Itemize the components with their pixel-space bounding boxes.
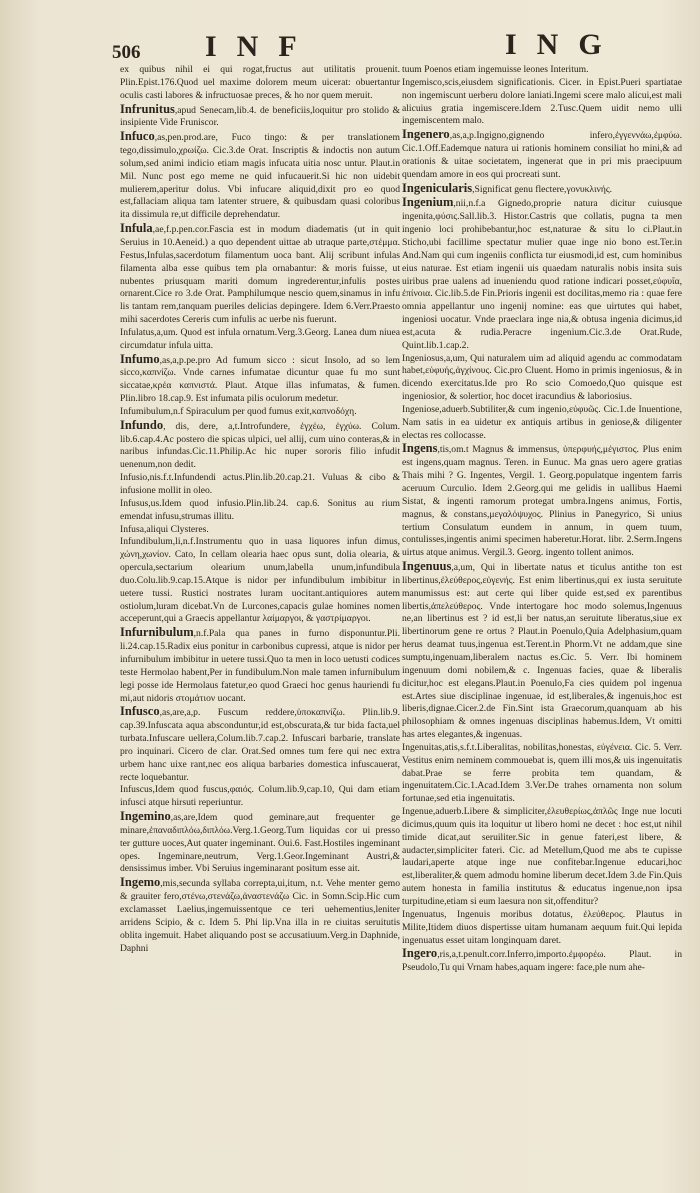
entry-text: ,as,are,Idem quod geminare,aut frequenter ge minare,ἐπαναδιπλόω,διπλόω.Verg.1.Georg.Tum liquidas cor ui presso ter gutture uoces,Aut quater ingeminant. Oui.6. Fast.Hostiles ingeminant opes. Ingeminare,neutrum, Verg.1.Geor.Ingeminant Austri,& densissimus imber. Vbi Seruius ingeminarant positum esse ait. [120,812,400,875]
entry-text: tuum Poenos etiam ingemuisse leones Interitum. [402,64,589,75]
dictionary-entry [120,353,400,406]
dictionary-entry [120,705,400,784]
entry-text: ,ris,a,t.penult.corr.Inferro,importo.ἐμφορέω. Plaut. in Pseudolo,Tu qui Vrnam habes,aquam ingere: face,ple num ahe- [402,949,682,974]
dictionary-entry [120,524,400,537]
dictionary-entry [120,64,400,103]
entry-text: Infumibulum,n.f Spiraculum per quod fumus exit,καπνοδόχη. [120,405,357,417]
entry-headword: Ingero [402,946,438,961]
dictionary-entry [402,353,682,404]
dictionary-entry [120,419,400,472]
dictionary-entry [402,77,682,128]
entry-text: Infulatus,a,um. Quod est infula ornatum.Verg.3.Georg. Lanea dum niuea circumdatur infula uitta. [120,326,400,351]
entry-text: ,as,are,a,p. Fuscum reddere,ὑποκαπνίζω. Plin.lib.9. cap.39.Infuscata aqua absconduntur,id est,obscurata,& tur bida facta,uel turbata.Infuscare uellera,Colum.lib.7.cap.2. Infuscari barbarie, translate pro inquinari. Cicero de clar. Orat.Sed omnes tum fere qui nec extra urbem hanc uixe rant,nec eos aliqua barbaries domestica infuscauerat, recte loquebantur. [120,707,400,783]
entry-text: Ingeniose,aduerb.Subtiliter,& cum ingenio,εὐφυῶς. Cic.1.de Inuentione, Nam satis in ea uidetur ex antiquis artibus in geniose,& diligenter electas res collocasse. [402,403,682,441]
entry-text: Infusus,us.Idem quod infusio.Plin.lib.24. cap.6. Sonitus au rium emendat infusu,strumas illitu. [120,497,400,522]
entry-headword: Infumo [120,351,160,366]
dictionary-entry [402,196,682,352]
page-number: 506 [112,42,141,63]
entry-text: ,as,pen.prod.are, Fuco tingo: & per translationem tego,dissimulo,χρωίζω. Cic.3.de Orat. Inscriptis & indoctis non autum solum,sed animi indicio etiam magis infucata uitia nosc untur. Plaut.in Mil. Nunc post ego meme ne quid infucauerit.Si hic non uidebit mulierem,aperitur dolus. Vbi infucare aliquid,dixit pro eo quod est,fallaciam aliqua tam latenter struere, & quibusdam quasi coloribus ita dissimula re,ut difficile deprehendatur. [120,132,400,221]
dictionary-entry [402,806,682,909]
dictionary-entry [120,810,400,876]
entry-headword: Ingenium [402,195,454,210]
entry-text: ,nii,n.f.a Gignedo,proprie natura dicitur cuiusque ingenita,φύσις.Sall.lib.3. Histor.Castris que collatis, pugna ta men ingenio loci prohibebantur,hoc est,naturae & situ lo ci.Plaut.in Sticho,ubi facillime spectatur mulier quae inge nio bono est.Ter.in And.Nam qui cum ingeniis conflicta tur eiusmodi,id est, cum hominibus eius naturae. Est etiam ingenii uis quaedam naturalis nobis insita suis uiribus prae ualens ad inueniendu quod ratione indicari posset,εὐφυΐα, ἐπίνοια. Cic.lib.5.de Fin.Prioris ingenii est docilitas,memo ria : quae fere omnia appellantur uno ingenij nomine: eas que uirtutes qui habet, ingeniosi uocatur. Vnde praeclara inge nia,& obtusa ingenia dicimus,id est,acuta & rudia.Peracre ingenium.Cic.3.de Orat.Rude, Quint.lib.1.cap.2. [402,198,682,351]
entry-headword: Infurnibulum [120,625,194,640]
entry-text: Ingenue,aduerb.Libere & simpliciter,ἐλευθερίως,ἁπλῶς Inge nue locuti dicimus,quum quis ita loquitur ut libero homi ne decet : hoc est,ut nihil timide dicat,aut seruiliter.Sic in genue fateri,est libere, & audacter,simpliciter fateri. Cic. ad Metellum,Quod me abs te cupisse laudari,aperte atque inge nue confitebar.Ingenue educari,hoc est,liberaliter,& quem admodu homine liberum decet.Idem 3.de Fin.Quis autem honesta in familia institutus & educatus ingenue,non ipsa turpitudine,etiam si eum laesura non sit,offenditur? [402,806,682,907]
entry-text: Infundibulum,li,n.f.Instrumentu quo in uasa liquores infun dimus, χώνη,χωνίον. Cato, In cellam olearia haec opus sunt, dolia olearia, & opercula,sectarium olearium unum,labella unum,infundibula duo.Colu.lib.9.cap.15.Atque is nidor per infundibulum imbibitur in uetere tussi. Rustici nostrates luram uocitant.antiquiores autem ostiolum,luram dicebat.Vn de Lurcones,capacis gulae homines nomen acceperunt,qui a Graecis appellantur λαίμαργοι, & γαστρίμαργοι. [120,536,400,625]
dictionary-entry [120,130,400,222]
dictionary-entry [120,327,400,353]
entry-headword: Infuco [120,129,155,144]
entry-headword: Ingens [402,441,438,456]
entry-text: Ingeniosus,a,um, Qui naturalem uim ad aliquid agendu ac commodatam habet,εὐφυής,ἀγχίνους. Cic.pro Cluent. Homo in primis ingeniosus, & in dicendo exercitatus.Ide pro Ro scio Comoedo,Quo quisque est ingeniosior, & solertior, hoc docet iracundius & laboriosius. [402,352,682,403]
page-header [0,26,700,63]
entry-text: ,as,a,p.pe.pro Ad fumum sicco : sicut Insolo, ad so lem sicco,καπνίζω. Vnde carnes infumatae dicuntur quae fu mo sunt siccatae,κρέα καπνιστά. Plaut. Atque illas infumatas, & fumen. Plin.libro 18.cap.9. Est infumata pilis oculorum medetur. [120,354,400,405]
entry-text: Infusa,aliqui Clysteres. [120,523,209,535]
dictionary-entry [402,128,682,181]
dictionary-entry [402,182,682,197]
entry-text: ,ae,f.p.pen.cor.Fascia est in modum diadematis (ut in quit Seruius in 10.Aeneid.) a quo dependent uittae ab utraque parte,στέμμα. Festus,Infulas,sacerdotum filamentum uoca bant. Alij scribunt infulas filamenta alba esse quibus tem pla ornabantur: & moris fuisse, ut nubentes priusquam mariti domum ingrederentur,infulis postes ornarent.Cice ro 3.de Orat. Pamphilumque nescio quem,sinamus in infu lis tantam rem,tanquam pueriles delicias depingere. Idem 6.Verr.Praesto mihi sacerdotes Cereris cum infulis ac uerbe nis fuerunt. [120,224,400,326]
dictionary-entry [120,876,400,955]
entry-headword: Ingemino [120,809,171,824]
entry-headword: Infundo [120,417,164,432]
running-headword-left: INF [205,30,317,63]
dictionary-entry [402,560,682,742]
entry-text: Ingenuitas,atis,s.f.t.Liberalitas, nobilitas,honestas, εὐγένεια. Cic. 5. Verr. Vestitus enim neminem commouebat is, quem illi mos,& uis ingenuitatis dabat.Prae se ferre probita tem quandam, & ingenuitatem.Cic.1.Acad.Idem 3.Ver.De trahes ornamenta non solum fortunae,sed etia ingenuitatis. [402,741,682,805]
dictionary-entry [120,222,400,327]
entry-headword: Infusco [120,704,160,719]
left-column [120,64,400,1174]
entry-headword: Ingenuus [402,559,452,574]
entry-text: ex quibus nihil ei qui rogat,fructus aut utilitatis prouenit. Plin.Epist.176.Quod uel maxime dolorem meum uicerat: obuertantur oculis casti labores & infructuosae preces, & ho nor quem meruit. [120,64,400,101]
entry-text: Infuscus,Idem quod fuscus,φαιός. Colum.lib.9,cap.10, Qui dam etiam infusci atque hirsuti reperiuntur. [120,784,400,809]
entry-text: Ingemisco,scis,eiusdem significationis. Cicer. in Epist.Pueri spartiatae non ingemiscunt uerberu dolore laniati.Ingemi scere malo alicui,est mali alicuius gratia ingemiscere.Idem 2.Tusc.Quem uidit nemo ulli ingemiscentem malo. [402,76,682,127]
entry-text: ,tis,om.t Magnus & immensus, ὑπερφυής,μέγιστος. Plus enim est ingens,quam magnus. Teren. in Eunuc. Ma gnas uero agere gratias Thais mihi ? G. Ingentes, Vergil. 1. Georg.populatque ingentem farris aceruum Curculio. Idem 2.Georg.qui me gelidis in uallibus Haemi Sistat, & ingenti ramorum protegat umbra.Ingens animus, Fortis, magnus, & constans,μεγαλόψυχος. Plinius in Panegyrico, Si unius tertium Consulatum eundem in annum, in quem tuum, contulisses,ingentis animi specimen haberetur.Horat. libr. 2.Serm.Ingens uirtus atque animus. Vergil.3. Georg. ingento tollent animos. [402,444,682,559]
entry-text: ,as,a,p.Ingigno,gignendo infero,ἐγγεννάω,ἐμφύω. Cic.1.Off.Eademque natura ui rationis hominem consiliat ho mini,& ad orationis & uitae societatem, ingenerat que in pri mis praecipuum quendam amore in eos qui procreati sunt. [402,130,682,180]
right-column [402,64,682,1174]
entry-text: ,n.f.Pala qua panes in furno disponuntur.Pli. li.24.cap.15.Radix eius ponitur in carbonibus cupressi, atque is nidor per infurnibulum imbibitur in uetere tussi.Quo ta men in loco uetusti codices teste Hermolao habent,Per in fundibulum.Non male tamen infurnibulum legi posse ide Hermolaus fatetur,eo quod Graeci hoc genus hauriendi fu mi,aut nidoris στομάτιον uocant. [120,628,400,704]
dictionary-entry [402,442,682,560]
entry-text: Ingenuatus, Ingenuis moribus dotatus, ἐλεύθερος. Plautus in Milite,Itidem diuos dispertisse uitam humanam aequum fuit.Qui lepida ingenuatus esset uitam longinquam daret. [402,908,682,946]
dictionary-entry [402,64,682,77]
dictionary-entry [120,103,400,131]
entry-text: Infusio,nis.f.t.Infundendi actus.Plin.lib.20.cap.21. Vuluas & cibo & infusione mollit in oleo. [120,472,400,496]
entry-text: ,a,um, Qui in libertate natus et ticulus antithe ton est libertinus,ἐλεύθερος,εὐγενής. Est enim libertinus,qui ex iusta seruitute manumissus est: aut certe qui liber quide est,sed ex parentibus libertis,ἀπελεύθερος. Vnde intertogare hoc modo solemus,Ingenuus ne,an libertinus est ? id est,li ber natus,an seruitute liberatus,siue ex libertinorum gene re ortus ? Plaut.in Poenulo,Quia Adelphasium,quam herus deamat tuus,ingenua est.Terent.in Phorm.Vt ne addam,que sine sumptu,ingenuam,liberalem nactus es.Cic. 5. Verr. Ibi hominem ingenuum domi nobilem,& c. Ingenuas facies, quae & liberalis dicitur,hoc est elegans.Plaut.in Poenulo,Fa cies quidem pol ingenua est.Artes siue disciplinae ingenuae, id est,liberales,& ingenuis,hoc est liberis,dignae.Cicer.2.de Fin.Sint ista Graecorum,quanquam ab his philosophiam & omnes ingenuas disciplinas habemus.Idem, Vt omitti has artes elegantes,& ingenuas. [402,562,682,741]
dictionary-entry [402,742,682,806]
entry-text: , dis, dere, a,t.Introfundere, ἐγχέω, ἐγχύω. Colum. lib.6.cap.4.Ac postero die spicas ulpici, uel allij, cum uino conteras,& in naribus infundas.Cic.11.Philip.Ac hic nuper sororis filio infudit uenenum,non dedit. [120,420,400,471]
dictionary-entry [120,472,400,498]
dictionary-entry [120,536,400,626]
dictionary-entry [402,404,682,443]
dictionary-entry [402,909,682,948]
entry-headword: Ingenero [402,127,450,142]
dictionary-entry [120,498,400,524]
dictionary-entry [120,784,400,810]
running-headword-right: ING [505,28,622,61]
entry-headword: Infula [120,221,153,236]
entry-headword: Infrunitus [120,101,175,116]
entry-text: ,apud Senecam,lib.4. de beneficiis,loquitur pro stolido & insipiente Vide Fruniscor. [120,104,400,129]
entry-headword: Ingenicularis [402,180,473,195]
dictionary-entry [120,626,400,705]
dictionary-entry [402,947,682,975]
entry-text: ,Significat genu flectere,γονυκλινής. [472,183,613,195]
entry-text: ,mis,secunda syllaba correpta,ui,itum, n.t. Vehe menter gemo & grauiter fero,στένω,στενάζω,ἀναστενάζω Cic. in Somn.Scip.Hic cum exclamasset Laelius,ingemuissentque ce teri uehementius,leniter arridens Scipio, & c. Idem 5. Phi lip.Vna illa in re ciuitas seruitutis oblita ingemuit. Habet aliquando post se accusatiuum.Verg.in Daphnide, Daphni [120,878,400,954]
entry-headword: Ingemo [120,875,161,890]
